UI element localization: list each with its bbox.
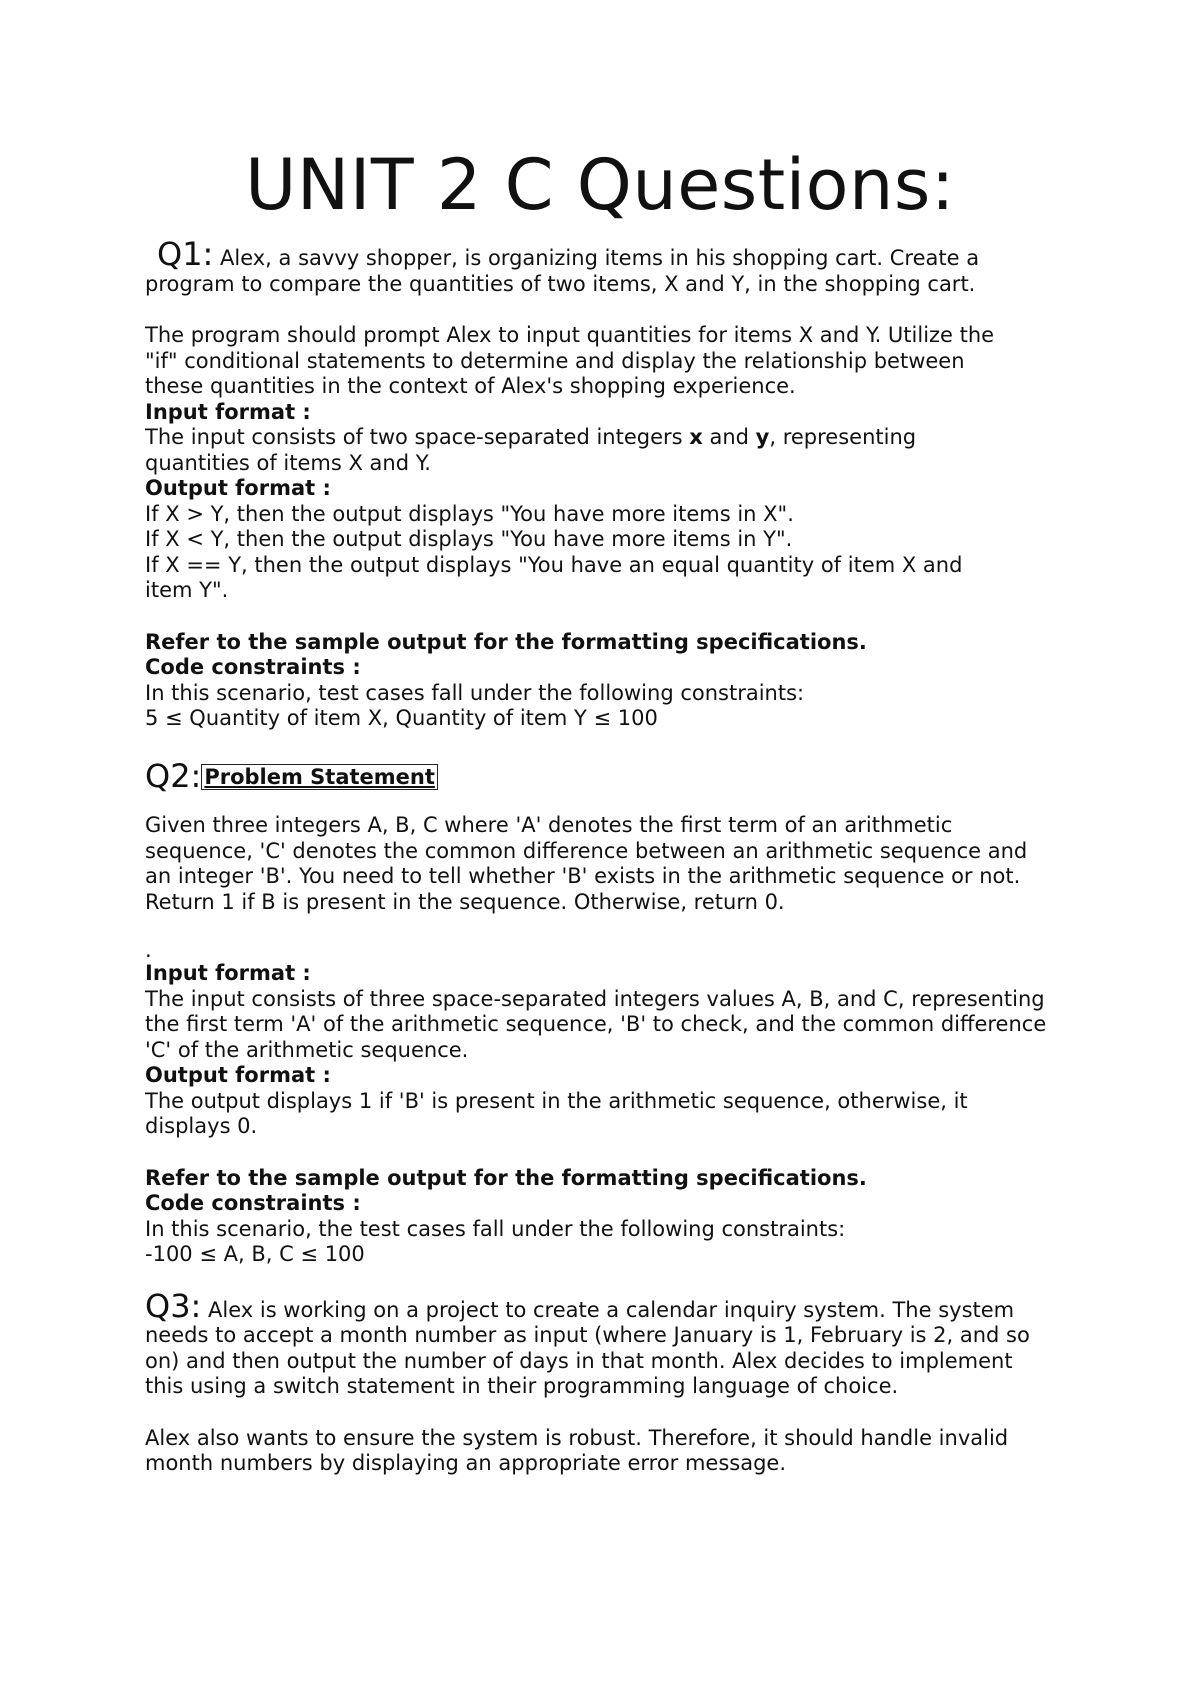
q2-header-line [145,756,1075,795]
q3-para2-line: month numbers by displaying an appropriate error message. [145,1451,787,1475]
q3-para-line: this using a switch statement in their programming language of choice. [145,1374,899,1398]
q2-output-line: displays 0. [145,1114,258,1138]
q1-intro-line [157,235,1075,273]
question-1 [145,235,1075,732]
q2-constraints-line: -100 ≤ A, B, C ≤ 100 [145,1242,365,1266]
q1-constraints-heading: Code constraints : [145,655,361,679]
q2-output-line: The output displays 1 if 'B' is present in the arithmetic sequence, otherwise, it [145,1088,968,1113]
q1-output-line: If X > Y, then the output displays "You have more items in X". [145,501,794,526]
q2-constraints-line: In this scenario, the test cases fall under the following constraints: [145,1216,846,1241]
q2-para-line: Return 1 if B is present in the sequence. Otherwise, return 0. [145,889,785,914]
q2-dot: . [145,938,152,962]
q2-input-line: 'C' of the arithmetic sequence. [145,1037,469,1062]
q1-constraints-line: 5 ≤ Quantity of item X, Quantity of item Y ≤ 100 [145,706,658,730]
question-2 [145,756,1075,1268]
q1-input-var-y: y [755,425,770,449]
q3-label: Q3: [145,1286,202,1325]
document-title: UNIT 2 C Questions: [245,144,955,226]
q1-para-line: "if" conditional statements to determine and display the relationship between [145,348,965,373]
question-3 [145,1286,1075,1477]
q1-output-line: item Y". [145,578,229,602]
document-body [145,235,1075,1477]
q2-para-line: Given three integers A, B, C where 'A' denotes the first term of an arithmetic [145,813,953,837]
q2-input-heading: Input format : [145,961,311,985]
q3-intro-text: Alex is working on a project to create a calendar inquiry system. The system [201,1297,1015,1322]
problem-statement-heading: Problem Statement [201,764,438,790]
q2-para-line: sequence, 'C' denotes the common difference between an arithmetic sequence and [145,838,1028,863]
q1-intro-line-2: program to compare the quantities of two items, X and Y, in the shopping cart. [145,271,976,296]
q1-input-text: The input consists of two space-separated integers [145,425,690,449]
q1-constraints-line: In this scenario, test cases fall under the following constraints: [145,680,805,705]
q1-input-text-end: , representing [769,425,917,449]
q3-intro-line [145,1286,1075,1325]
q3-para-line: needs to accept a month number as input (where January is 1, February is 2, and so [145,1323,1030,1347]
q2-input-line: the first term 'A' of the arithmetic sequence, 'B' to check, and the common difference [145,1012,1047,1036]
q2-refer-note: Refer to the sample output for the formatting specifications. [145,1165,867,1190]
q1-input-line [145,425,1075,451]
q1-input-var-x: x [689,425,703,449]
q1-input-heading: Input format : [145,399,311,424]
q2-label: Q2: [145,756,202,795]
q1-output-heading: Output format : [145,476,331,500]
q2-constraints-heading: Code constraints : [145,1191,361,1215]
q1-label: Q1: [157,235,214,273]
q3-para2-line: Alex also wants to ensure the system is robust. Therefore, it should handle invalid [145,1425,1009,1450]
q1-output-line: If X == Y, then the output displays "You have an equal quantity of item X and [145,552,963,577]
q1-input-line-2: quantities of items X and Y. [145,450,431,475]
q1-intro-text: Alex, a savvy shopper, is organizing items in his shopping cart. Create a [213,246,980,270]
q3-para-line: on) and then output the number of days in that month. Alex decides to implement [145,1348,1013,1373]
q1-input-and: and [702,425,756,449]
q1-para-line: The program should prompt Alex to input quantities for items X and Y. Utilize the [145,323,995,347]
q1-output-line: If X < Y, then the output displays "You have more items in Y". [145,527,793,551]
q2-output-heading: Output format : [145,1063,331,1087]
q2-input-line: The input consists of three space-separated integers values A, B, and C, representing [145,986,1045,1011]
q2-para-line: an integer 'B'. You need to tell whether 'B' exists in the arithmetic sequence or not. [145,864,1021,888]
q1-para-line: these quantities in the context of Alex's shopping experience. [145,374,796,398]
q1-refer-note: Refer to the sample output for the formatting specifications. [145,629,867,654]
